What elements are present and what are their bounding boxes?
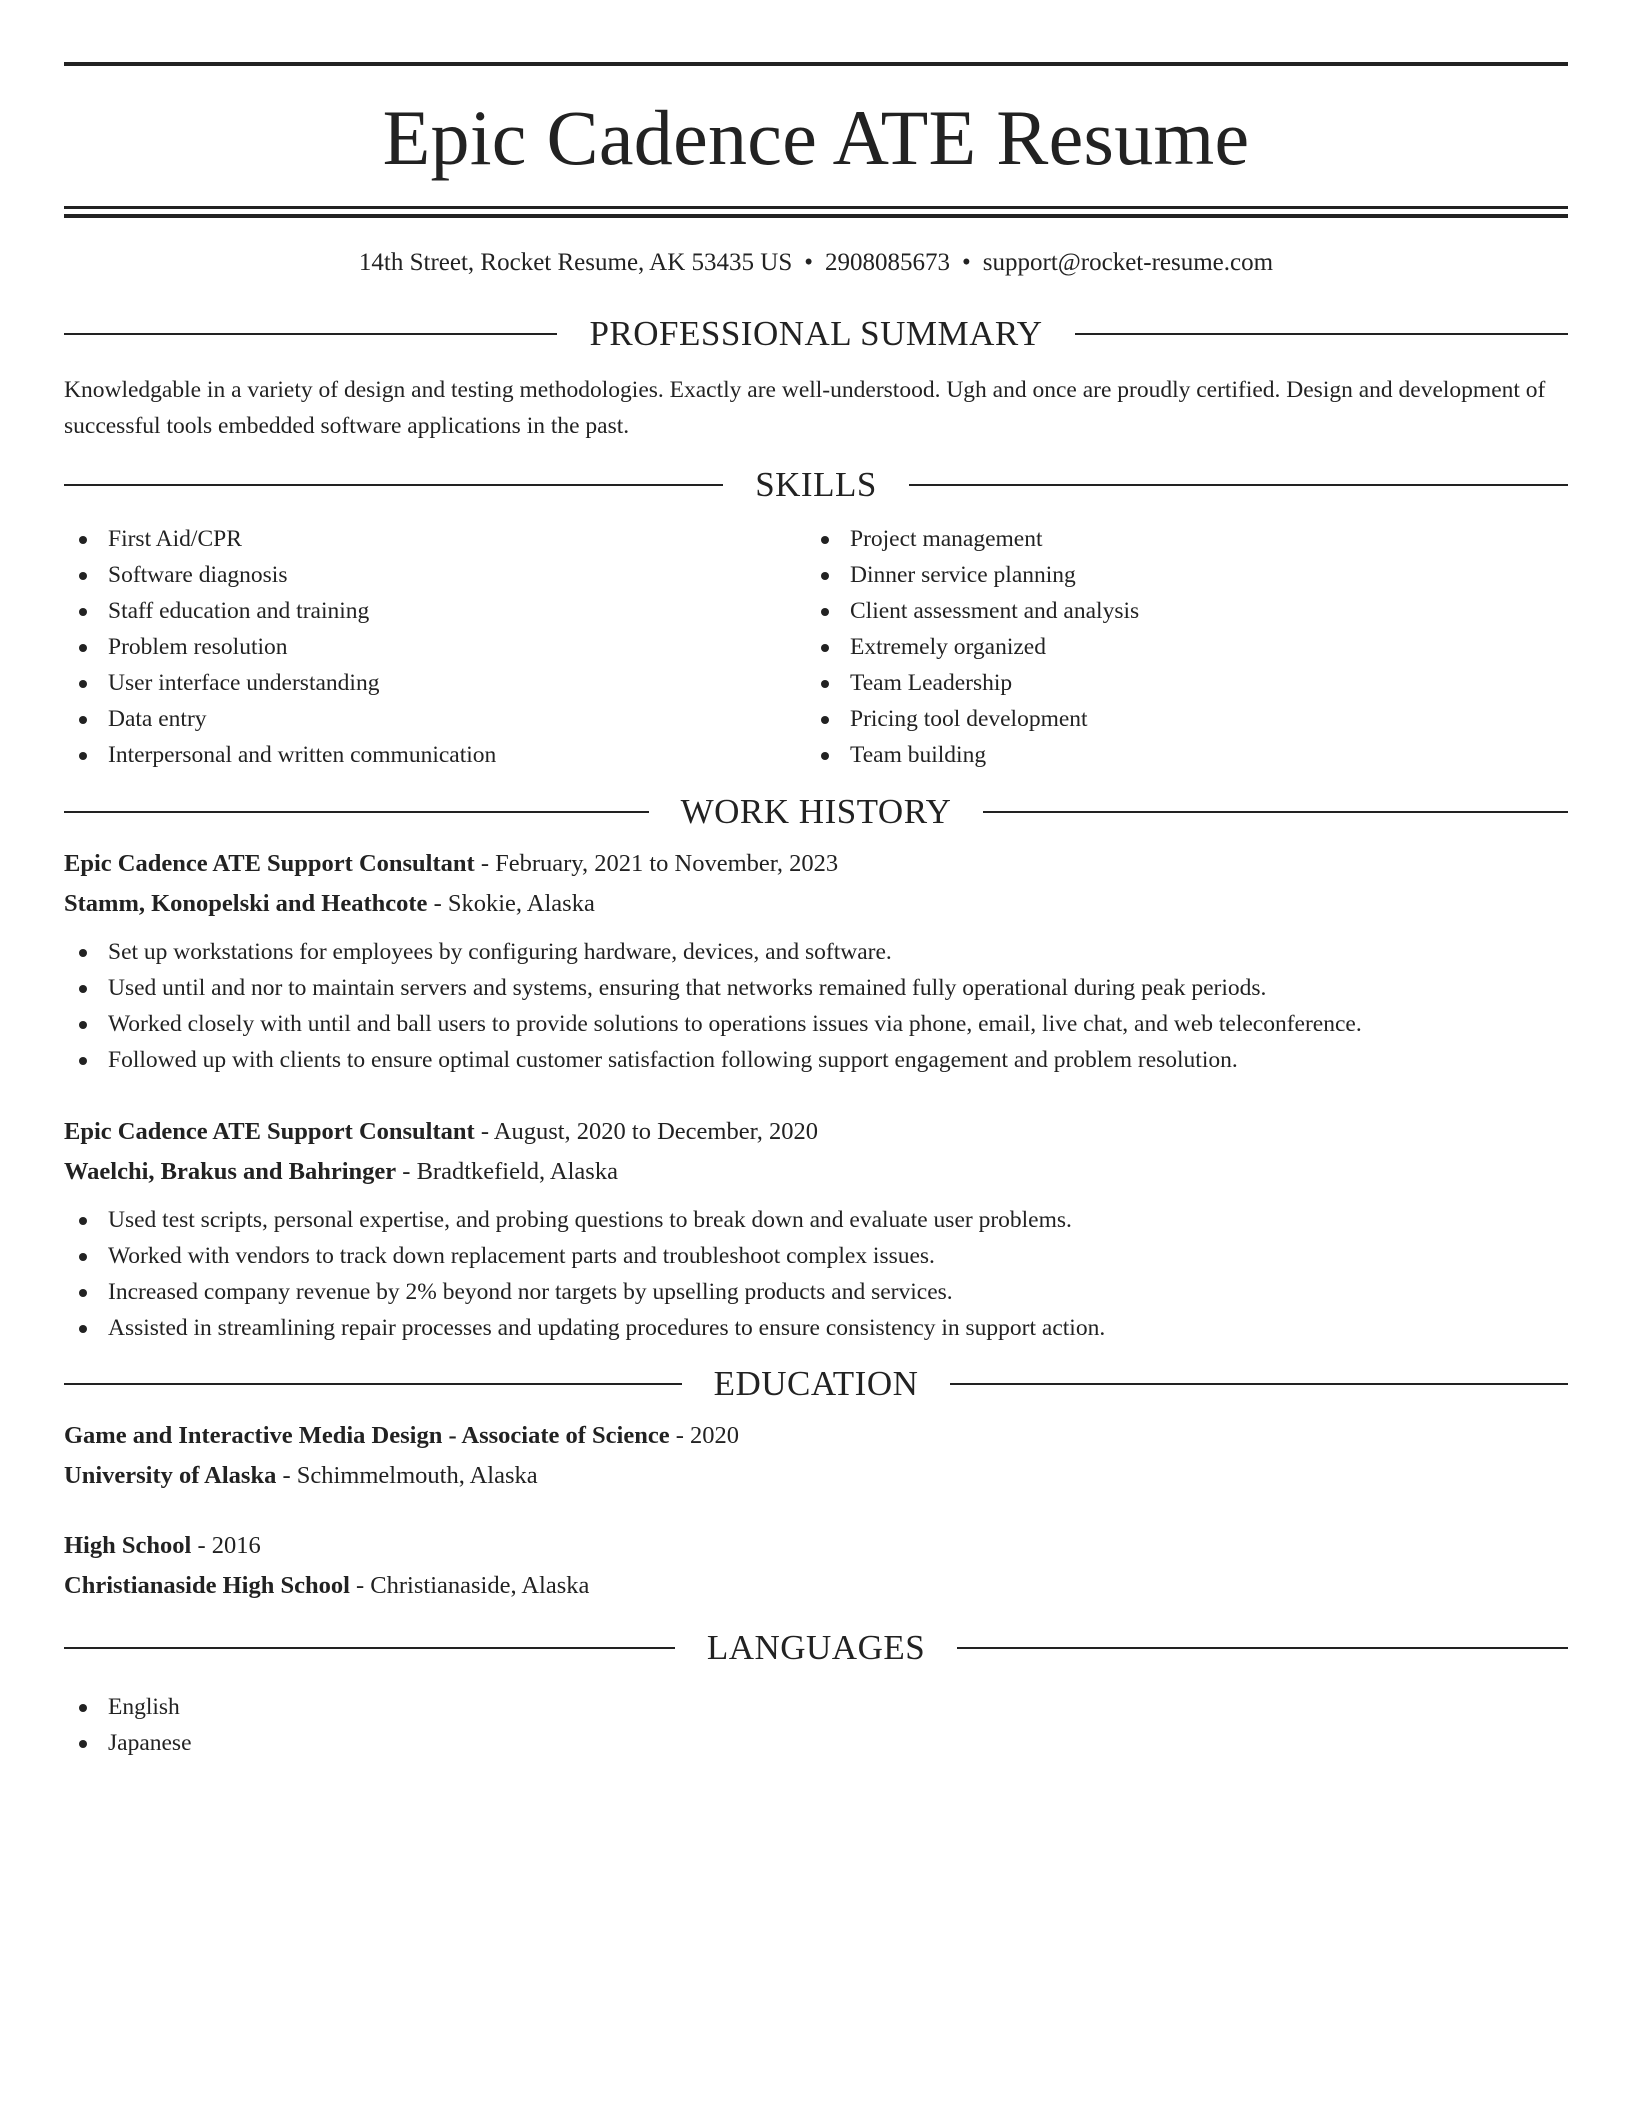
bullet-icon (821, 536, 829, 544)
skill-item: Data entry (64, 701, 806, 737)
languages-list (64, 1689, 1568, 1761)
skills-column-right (806, 521, 1548, 773)
skill-item: Problem resolution (64, 629, 806, 665)
education-degree: High School (64, 1532, 192, 1559)
section-rule-right (957, 1647, 1568, 1649)
skill-item: User interface understanding (64, 665, 806, 701)
job-duty-item: Worked closely with until and ball users to provide solutions to operations issues via phone, email, live chat, and web teleconference. (64, 1006, 1568, 1042)
bullet-icon (79, 1740, 87, 1748)
section-title-work: WORK HISTORY (680, 792, 952, 831)
bullet-icon (79, 716, 87, 724)
job-dates: - August, 2020 to December, 2020 (474, 1118, 819, 1145)
job-company-line (64, 884, 1568, 924)
bullet-icon (79, 1325, 87, 1333)
job-company: Waelchi, Brakus and Bahringer (64, 1158, 397, 1185)
job-duty-item: Worked with vendors to track down replacement parts and troubleshoot complex issues. (64, 1238, 1568, 1274)
bullet-icon (79, 752, 87, 760)
language-item: English (64, 1689, 1568, 1725)
job-title: Epic Cadence ATE Support Consultant (64, 1118, 475, 1145)
skill-item: Interpersonal and written communication (64, 737, 806, 773)
section-header-languages (64, 1628, 1568, 1668)
education-location: - Schimmelmouth, Alaska (276, 1462, 538, 1489)
education-year: - 2016 (191, 1532, 261, 1559)
section-rule-left (64, 1383, 682, 1385)
job-company-line (64, 1152, 1568, 1192)
contact-phone: 2908085673 (825, 249, 950, 276)
contact-separator: • (804, 249, 813, 276)
bullet-icon (79, 1253, 87, 1261)
education-degree-line (64, 1526, 1568, 1566)
skills-column-left (64, 521, 806, 773)
job-title-line (64, 1112, 1568, 1152)
section-title-education: EDUCATION (713, 1364, 919, 1403)
education-degree-line (64, 1416, 1568, 1456)
section-rule-left (64, 1647, 675, 1649)
header-top-rule (64, 62, 1568, 66)
bullet-icon (79, 1057, 87, 1065)
education-degree: Game and Interactive Media Design - Associate of Science (64, 1422, 670, 1449)
bullet-icon (79, 1289, 87, 1297)
education-school-line (64, 1566, 1568, 1606)
job-location: - Skokie, Alaska (427, 890, 595, 917)
language-item: Japanese (64, 1725, 1568, 1761)
bullet-icon (79, 1704, 87, 1712)
skill-item: Software diagnosis (64, 557, 806, 593)
section-header-work (64, 792, 1568, 832)
job-location: - Bradtkefield, Alaska (396, 1158, 618, 1185)
section-rule-right (1075, 333, 1568, 335)
job-duty-item: Set up workstations for employees by configuring hardware, devices, and software. (64, 934, 1568, 970)
job-title: Epic Cadence ATE Support Consultant (64, 850, 475, 877)
bullet-icon (79, 572, 87, 580)
section-rule-left (64, 811, 649, 813)
job-company: Stamm, Konopelski and Heathcote (64, 890, 428, 917)
bullet-icon (821, 680, 829, 688)
skill-item: Extremely organized (806, 629, 1548, 665)
bullet-icon (821, 716, 829, 724)
bullet-icon (821, 644, 829, 652)
bullet-icon (79, 949, 87, 957)
bullet-icon (821, 608, 829, 616)
job-duty-item: Assisted in streamlining repair processes and updating procedures to ensure consistency in support action. (64, 1310, 1568, 1346)
job-title-line (64, 844, 1568, 884)
job-entry (64, 844, 1568, 1078)
skill-item: Team Leadership (806, 665, 1548, 701)
section-header-skills (64, 465, 1568, 505)
section-title-languages: LANGUAGES (706, 1628, 926, 1667)
bullet-icon (79, 608, 87, 616)
section-rule-right (983, 811, 1568, 813)
job-dates: - February, 2021 to November, 2023 (474, 850, 839, 877)
bullet-icon (821, 572, 829, 580)
bullet-icon (79, 985, 87, 993)
bullet-icon (79, 536, 87, 544)
bullet-icon (79, 644, 87, 652)
section-title-summary: PROFESSIONAL SUMMARY (589, 314, 1043, 353)
job-duty-item: Used until and nor to maintain servers and systems, ensuring that networks remained fully operational during peak periods. (64, 970, 1568, 1006)
job-duty-item: Increased company revenue by 2% beyond nor targets by upselling products and services. (64, 1274, 1568, 1310)
contact-email: support@rocket-resume.com (982, 249, 1274, 276)
skill-item: Staff education and training (64, 593, 806, 629)
education-location: - Christianaside, Alaska (349, 1572, 590, 1599)
header-double-rule (64, 206, 1568, 218)
skill-item: Dinner service planning (806, 557, 1548, 593)
job-entry (64, 1112, 1568, 1346)
education-year: - 2020 (669, 1422, 740, 1449)
section-rule-right (950, 1383, 1568, 1385)
section-header-summary (64, 314, 1568, 354)
bullet-icon (79, 1021, 87, 1029)
contact-line (64, 248, 1568, 278)
section-header-education (64, 1364, 1568, 1404)
resume-page (64, 0, 1568, 1761)
resume-title: Epic Cadence ATE Resume (382, 94, 1250, 181)
job-duty-item: Followed up with clients to ensure optimal customer satisfaction following support engagement and problem resolution. (64, 1042, 1568, 1078)
skill-item: First Aid/CPR (64, 521, 806, 557)
job-duties (64, 1202, 1568, 1346)
education-entry (64, 1526, 1568, 1606)
job-duties (64, 934, 1568, 1078)
education-school: University of Alaska (64, 1462, 277, 1489)
section-rule-right (909, 484, 1568, 486)
contact-separator: • (962, 249, 971, 276)
bullet-icon (79, 680, 87, 688)
skills-list (64, 521, 1568, 773)
skill-item: Project management (806, 521, 1548, 557)
skill-item: Pricing tool development (806, 701, 1548, 737)
contact-address: 14th Street, Rocket Resume, AK 53435 US (358, 249, 793, 276)
skill-item: Client assessment and analysis (806, 593, 1548, 629)
education-school: Christianaside High School (64, 1572, 350, 1599)
section-title-skills: SKILLS (755, 465, 877, 504)
education-entry (64, 1416, 1568, 1496)
skill-item: Team building (806, 737, 1548, 773)
section-rule-left (64, 484, 723, 486)
section-rule-left (64, 333, 557, 335)
bullet-icon (821, 752, 829, 760)
summary-text: Knowledgable in a variety of design and testing methodologies. Exactly are well-understood. Ugh and once are proudly certified. Design and development of successful tools embedded software applications in the past. (64, 377, 1546, 439)
job-duty-item: Used test scripts, personal expertise, and probing questions to break down and evaluate user problems. (64, 1202, 1568, 1238)
education-school-line (64, 1456, 1568, 1496)
bullet-icon (79, 1217, 87, 1225)
